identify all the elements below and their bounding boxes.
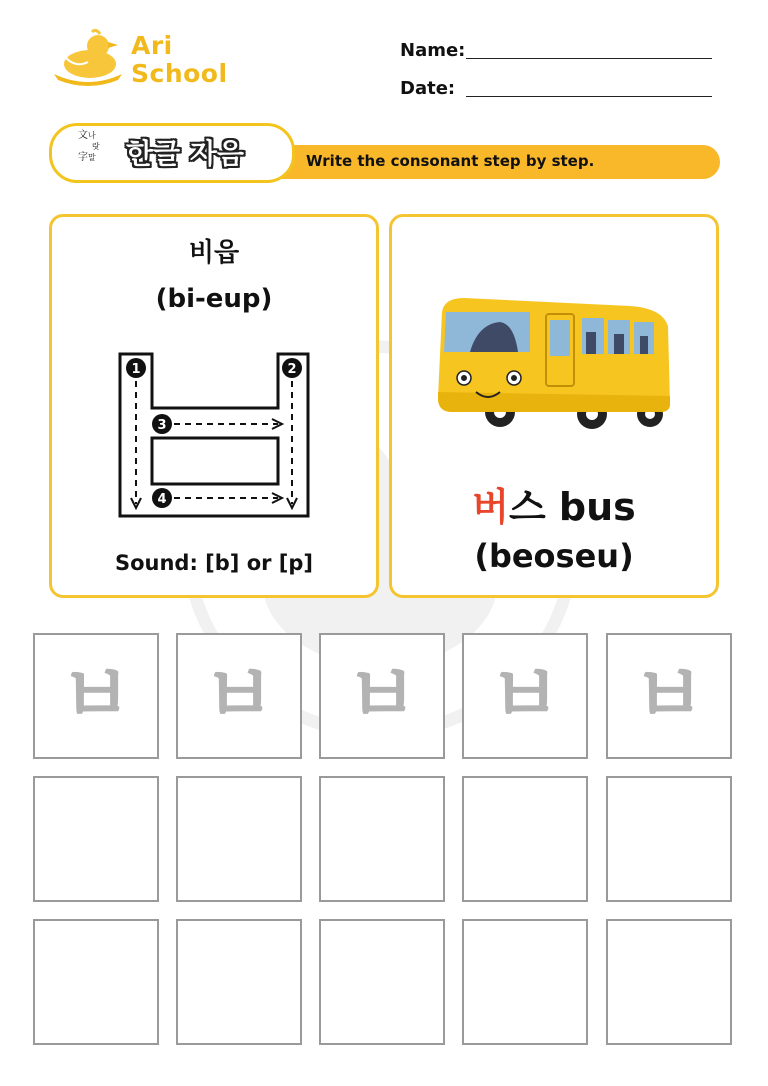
step-marker-4 (152, 488, 172, 508)
date-field[interactable] (466, 96, 712, 97)
letter-korean-name: 비읍 (188, 238, 240, 268)
practice-cell[interactable] (319, 919, 445, 1045)
practice-cell[interactable] (606, 776, 732, 902)
guide-letter: ㅂ (201, 651, 277, 741)
word-first-syllable: 버 (472, 485, 509, 529)
practice-cell[interactable] (462, 633, 588, 759)
step-3-label: 3 (157, 418, 167, 433)
practice-cell[interactable] (462, 776, 588, 902)
pill-char-5: 말 (88, 153, 96, 162)
duck-icon (48, 28, 128, 90)
date-label: Date: (400, 78, 456, 99)
pill-char-4: 랏 (92, 142, 100, 151)
step-4-label: 4 (157, 492, 167, 507)
step-2-label: 2 (287, 362, 297, 377)
pill-subtitle (78, 130, 118, 163)
logo-text (131, 32, 228, 88)
stroke-order-diagram (110, 346, 320, 522)
practice-cell[interactable] (319, 633, 445, 759)
practice-cell[interactable] (176, 776, 302, 902)
practice-cell[interactable] (319, 776, 445, 902)
step-1-label: 1 (131, 362, 141, 377)
word-english: bus (558, 485, 636, 529)
guide-letter: ㅂ (344, 651, 420, 741)
name-label: Name: (400, 40, 466, 61)
practice-cell[interactable] (33, 776, 159, 902)
step-marker-2 (282, 358, 302, 378)
guide-letter: ㅂ (487, 651, 563, 741)
practice-cell[interactable] (606, 633, 732, 759)
step-marker-3 (152, 414, 172, 434)
word-line (389, 476, 719, 531)
guide-letter: ㅂ (631, 651, 707, 741)
practice-cell[interactable] (606, 919, 732, 1045)
practice-cell[interactable] (176, 633, 302, 759)
word-rest-syllable: 스 (508, 485, 546, 529)
instruction-text: Write the consonant step by step. (306, 152, 595, 170)
step-marker-1 (126, 358, 146, 378)
sound-label: Sound: [b] or [p] (114, 551, 314, 575)
logo-line-2: School (131, 59, 228, 88)
practice-cell[interactable] (33, 919, 159, 1045)
word-romanized: (beoseu) (474, 537, 634, 575)
guide-letter: ㅂ (58, 651, 134, 741)
pill-char-2: 나 (88, 131, 96, 140)
practice-cell[interactable] (33, 633, 159, 759)
name-field[interactable] (466, 58, 712, 59)
pill-char-3: 字 (78, 152, 88, 163)
worksheet-title: 한글 자음 (126, 137, 244, 170)
letter-romanized: (bi-eup) (155, 284, 273, 314)
practice-cell[interactable] (176, 919, 302, 1045)
logo-line-1: Ari (131, 31, 173, 60)
pill-char-1: 文 (78, 130, 88, 141)
bus-icon (430, 292, 680, 442)
practice-cell[interactable] (462, 919, 588, 1045)
